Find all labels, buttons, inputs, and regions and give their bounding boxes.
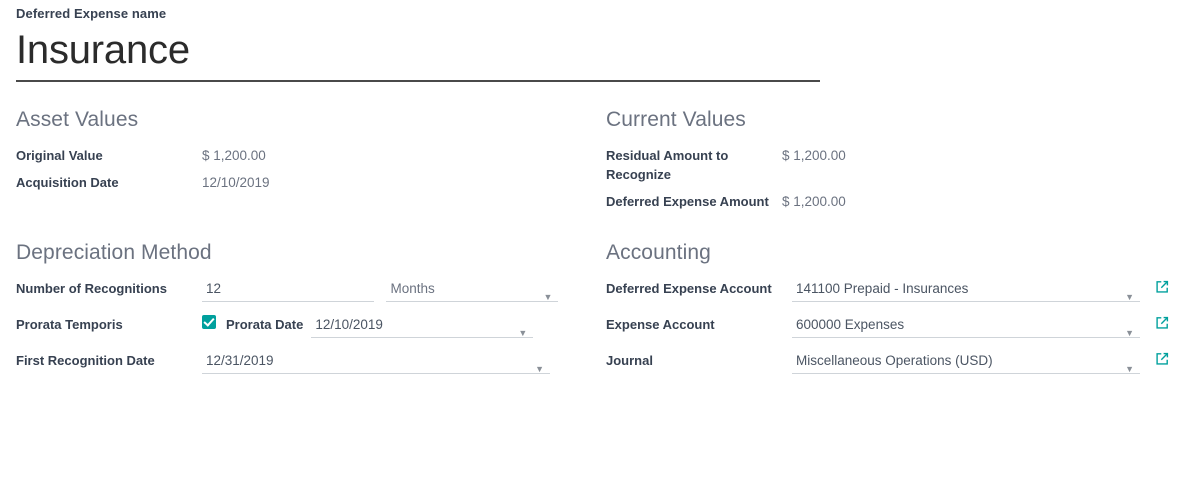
table-row xyxy=(606,146,1176,192)
page-title-label: Deferred Expense name xyxy=(16,6,167,21)
deferred-expense-account-controls xyxy=(792,279,1176,315)
table-row xyxy=(16,279,606,315)
table-row xyxy=(606,315,1176,351)
depreciation-method-group xyxy=(16,241,606,387)
chevron-down-icon: ▼ xyxy=(535,364,544,374)
original-value-label: Original Value xyxy=(16,148,103,163)
residual-amount-label: Residual Amount to Recognize xyxy=(606,148,729,182)
asset-values-group xyxy=(16,108,606,219)
expense-account-field[interactable] xyxy=(792,315,1140,343)
prorata-temporis-controls xyxy=(202,315,606,351)
chevron-down-icon: ▼ xyxy=(1125,328,1134,338)
original-value-value: $ 1,200.00 xyxy=(202,148,266,163)
accounting-table xyxy=(606,279,1176,387)
current-values-table xyxy=(606,146,1176,219)
first-recognition-date-label: First Recognition Date xyxy=(16,353,155,368)
expense-account-label: Expense Account xyxy=(606,317,715,332)
chevron-down-icon: ▼ xyxy=(543,292,553,302)
accounting-group xyxy=(606,241,1176,387)
prorata-temporis-checkbox[interactable] xyxy=(202,315,216,329)
current-values-title: Current Values xyxy=(606,108,746,131)
table-row xyxy=(606,279,1176,315)
table-row xyxy=(606,351,1176,387)
table-row xyxy=(16,315,606,351)
accounting-title: Accounting xyxy=(606,241,711,264)
number-of-recognitions-controls xyxy=(202,279,606,315)
deferred-expense-amount-label: Deferred Expense Amount xyxy=(606,194,769,209)
first-recognition-date-value[interactable]: 12/31/2019 xyxy=(202,351,550,374)
deferred-expense-amount-value: $ 1,200.00 xyxy=(782,194,846,209)
external-link-icon[interactable] xyxy=(1154,279,1170,295)
chevron-down-icon: ▼ xyxy=(1125,292,1134,302)
first-recognition-date-field[interactable] xyxy=(202,351,550,379)
expense-account-value[interactable]: 600000 Expenses xyxy=(792,315,1140,338)
number-of-recognitions-label: Number of Recognitions xyxy=(16,281,167,296)
external-link-icon[interactable] xyxy=(1154,351,1170,367)
first-recognition-date-controls xyxy=(202,351,606,387)
expense-account-controls xyxy=(792,315,1176,351)
deferred-expense-name-value[interactable]: Insurance xyxy=(16,28,190,72)
residual-amount-value: $ 1,200.00 xyxy=(782,148,846,163)
external-link-icon[interactable] xyxy=(1154,315,1170,331)
depreciation-method-table xyxy=(16,279,606,387)
recognition-period-select[interactable] xyxy=(386,279,558,307)
journal-value[interactable]: Miscellaneous Operations (USD) xyxy=(792,351,1140,374)
deferred-expense-account-value[interactable]: 141100 Prepaid - Insurances xyxy=(792,279,1140,302)
chevron-down-icon: ▼ xyxy=(518,328,528,338)
asset-values-title: Asset Values xyxy=(16,108,139,131)
prorata-date-label: Prorata Date xyxy=(226,317,304,332)
table-row xyxy=(16,146,606,173)
journal-controls xyxy=(792,351,1176,387)
prorata-date-value[interactable]: 12/10/2019 xyxy=(311,315,533,338)
deferred-expense-account-label: Deferred Expense Account xyxy=(606,281,772,296)
acquisition-date-value: 12/10/2019 xyxy=(202,175,270,190)
upper-columns xyxy=(0,108,1191,219)
chevron-down-icon: ▼ xyxy=(1125,364,1134,374)
lower-columns xyxy=(0,241,1191,387)
prorata-temporis-label: Prorata Temporis xyxy=(16,317,123,332)
number-of-recognitions-input[interactable]: 12 xyxy=(202,279,374,302)
deferred-expense-name-field[interactable] xyxy=(16,23,820,82)
journal-field[interactable] xyxy=(792,351,1140,379)
acquisition-date-label: Acquisition Date xyxy=(16,175,119,190)
form-title-block xyxy=(0,0,1191,82)
current-values-group xyxy=(606,108,1176,219)
table-row xyxy=(16,173,606,200)
prorata-date-field[interactable] xyxy=(311,315,533,343)
recognition-period-value[interactable]: Months xyxy=(386,279,558,302)
table-row xyxy=(16,351,606,387)
asset-values-table xyxy=(16,146,606,200)
deferred-expense-account-field[interactable] xyxy=(792,279,1140,307)
journal-label: Journal xyxy=(606,353,653,368)
table-row xyxy=(606,192,1176,219)
depreciation-method-title: Depreciation Method xyxy=(16,241,212,264)
